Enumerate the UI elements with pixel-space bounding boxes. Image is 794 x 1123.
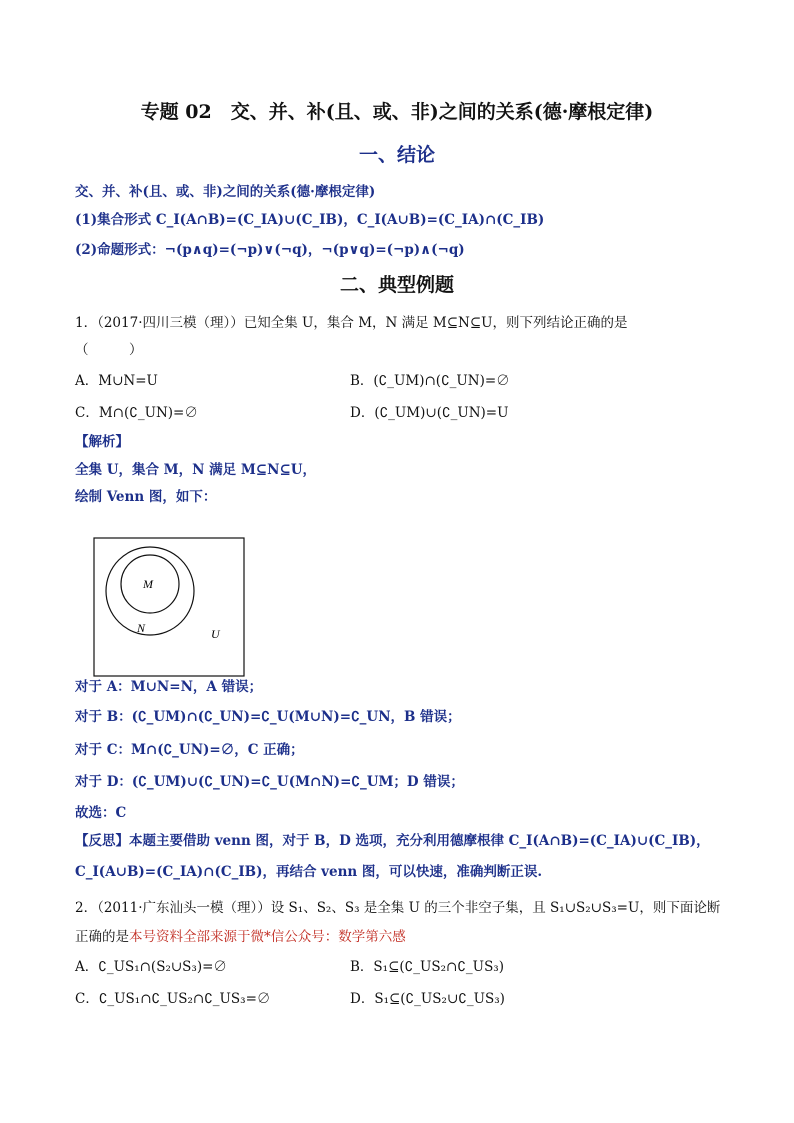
venn-label-u: U	[211, 627, 220, 641]
question-2-stem-prefix: 正确的是	[75, 929, 129, 945]
analysis-option-d: 对于 D：(∁_UM)∪(∁_UN)=∁_U(M∩N)=∁_UM；D 错误；	[75, 774, 464, 790]
question-1-option-b: B．(∁_UM)∩(∁_UN)=∅	[350, 373, 510, 389]
venn-circle-n	[106, 547, 194, 635]
venn-label-n: N	[137, 621, 146, 635]
conclusion-intro: 交、并、补(且、或、非)之间的关系(德·摩根定律)	[75, 184, 376, 200]
question-1-option-d: D．(∁_UM)∪(∁_UN)=U	[350, 405, 509, 421]
analysis-option-a: 对于 A：M∪N=N，A 错误；	[75, 679, 263, 695]
conclusion-proposition-form: (2)命题形式：¬(p∧q)=(¬p)∨(¬q)，¬(p∨q)=(¬p)∧(¬q)	[75, 242, 465, 258]
conclusion-set-form: (1)集合形式 C_I(A∩B)=(C_IA)∪(C_IB)，C_I(A∪B)=(C_IA)∩(C_IB)	[75, 212, 545, 228]
reflection-line-2: C_I(A∪B)=(C_IA)∩(C_IB)，再结合 venn 图，可以快速，准确判断正误.	[75, 864, 543, 880]
answer: 故选：C	[75, 805, 127, 821]
analysis-line-1: 全集 U，集合 M，N 满足 M⊆N⊆U，	[75, 462, 317, 478]
analysis-option-c: 对于 C：M∩(∁_UN)=∅，C 正确；	[75, 742, 304, 758]
question-1-stem: 1．（2017·四川三模（理））已知全集 U，集合 M，N 满足 M⊆N⊆U，则下列结论正确的是	[75, 315, 628, 331]
question-2-option-d: D．S₁⊆(∁_US₂∪∁_US₃)	[350, 991, 505, 1007]
question-2-option-b: B．S₁⊆(∁_US₂∩∁_US₃)	[350, 959, 504, 975]
analysis-label: 【解析】	[75, 434, 129, 450]
page-title: 专题 02 交、并、补(且、或、非)之间的关系(德·摩根定律)	[140, 101, 654, 123]
source-note: 本号资料全部来源于微*信公众号：数学第六感	[129, 929, 406, 945]
analysis-line-2: 绘制 Venn 图，如下：	[75, 489, 217, 505]
question-1-option-a: A．M∪N=U	[75, 373, 158, 389]
question-2-option-a: A．∁_US₁∩(S₂∪S₃)=∅	[75, 959, 227, 975]
venn-universe-rect	[94, 538, 244, 676]
venn-label-m: M	[143, 577, 153, 591]
question-2-option-c: C．∁_US₁∩∁_US₂∩∁_US₃=∅	[75, 991, 271, 1007]
reflection-line-1: 【反思】本题主要借助 venn 图，对于 B，D 选项，充分利用德摩根律 C_I(A∩B)=(C_IA)∪(C_IB)，	[75, 833, 710, 849]
question-1-paren: （ ）	[75, 342, 143, 358]
question-1-option-c: C．M∩(∁_UN)=∅	[75, 405, 198, 421]
question-2-stem-line-2	[75, 925, 406, 945]
analysis-option-b: 对于 B：(∁_UM)∩(∁_UN)=∁_U(M∪N)=∁_UN，B 错误；	[75, 709, 461, 725]
question-2-stem-line-1: 2．（2011·广东汕头一模（理））设 S₁、S₂、S₃ 是全集 U 的三个非空子集，且 S₁∪S₂∪S₃=U，则下面论断	[75, 900, 721, 916]
venn-diagram	[93, 535, 248, 680]
section-heading-examples: 二、典型例题	[339, 274, 454, 296]
section-heading-conclusion: 一、结论	[358, 144, 435, 166]
